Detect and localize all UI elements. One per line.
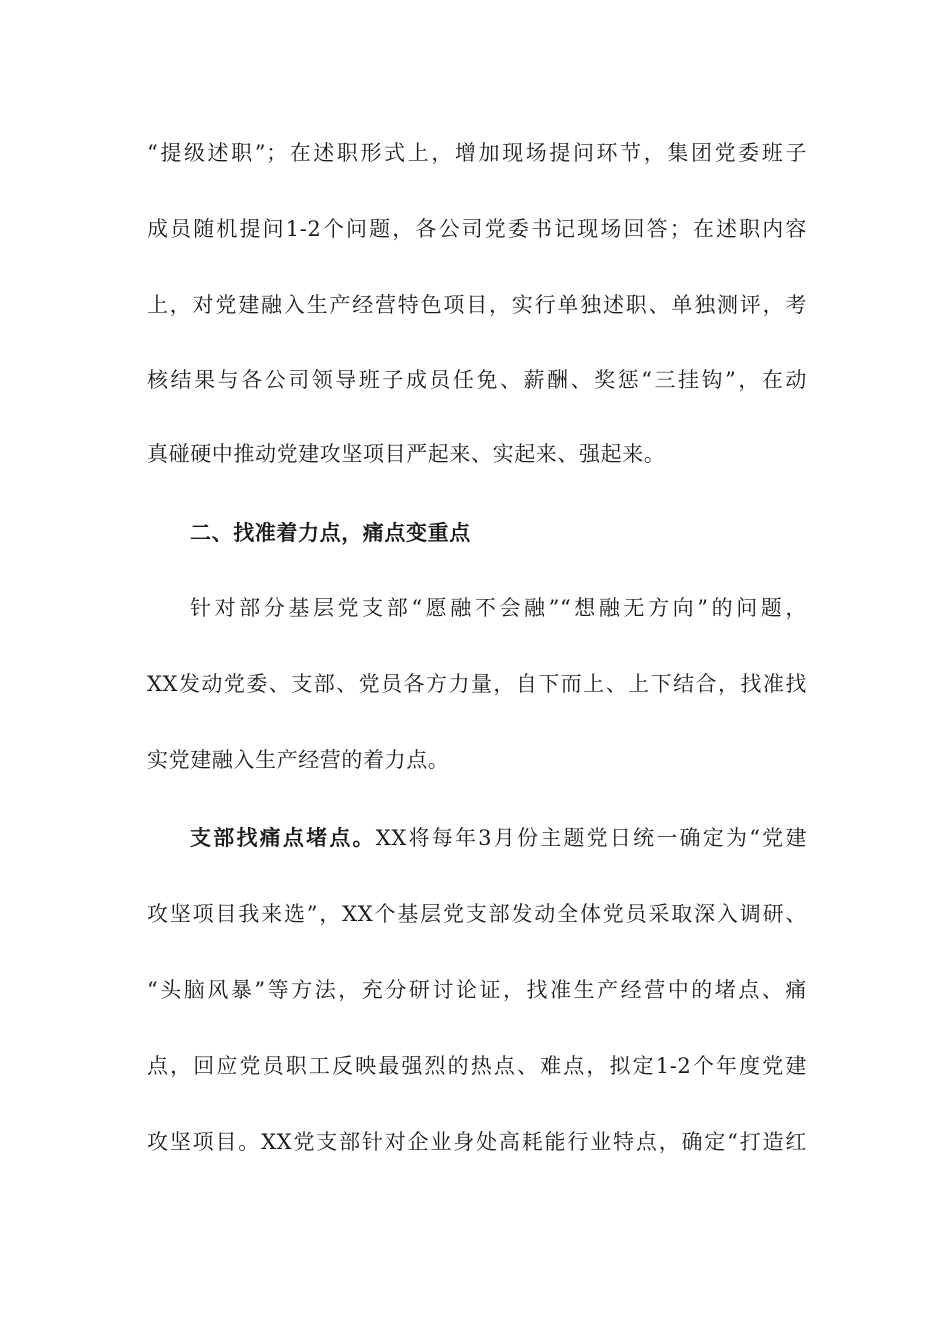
paragraph-line: 实党建融入生产经营的着力点。: [147, 748, 450, 772]
paragraph-line: 攻坚项目。XX党支部针对企业身处高耗能行业特点，确定“打造红: [147, 1130, 807, 1154]
paragraph-line: 点，回应党员职工反映最强烈的热点、难点，拟定1-2个年度党建: [147, 1054, 807, 1078]
paragraph-line: “头脑风暴”等方法，充分研讨论证，找准生产经营中的堵点、痛: [147, 978, 807, 1002]
paragraph-line: XX发动党委、支部、党员各方力量，自下而上、上下结合，找准找: [147, 672, 807, 696]
paragraph-line: 核结果与各公司领导班子成员任免、薪酬、奖惩“三挂钩”，在动: [147, 368, 807, 392]
paragraph-line: 攻坚项目我来选”，XX个基层党支部发动全体党员采取深入调研、: [147, 902, 807, 926]
paragraph-lead: 支部找痛点堵点。: [190, 826, 376, 850]
section-heading: 二、找准着力点，痛点变重点: [190, 521, 471, 545]
paragraph-line: 真碰硬中推动党建攻坚项目严起来、实起来、强起来。: [147, 442, 666, 466]
paragraph-first-line: [190, 823, 807, 853]
paragraph-line: 上，对党建融入生产经营特色项目，实行单独述职、单独测评，考: [147, 293, 807, 317]
paragraph-line: 成员随机提问1-2个问题，各公司党委书记现场回答；在述职内容: [147, 217, 807, 241]
paragraph-line: “提级述职”；在述职形式上，增加现场提问环节，集团党委班子: [147, 141, 807, 165]
paragraph-text: XX将每年3月份主题党日统一确定为“党建: [375, 826, 807, 850]
paragraph-line: 针对部分基层党支部“愿融不会融”“想融无方向”的问题，: [190, 596, 807, 620]
